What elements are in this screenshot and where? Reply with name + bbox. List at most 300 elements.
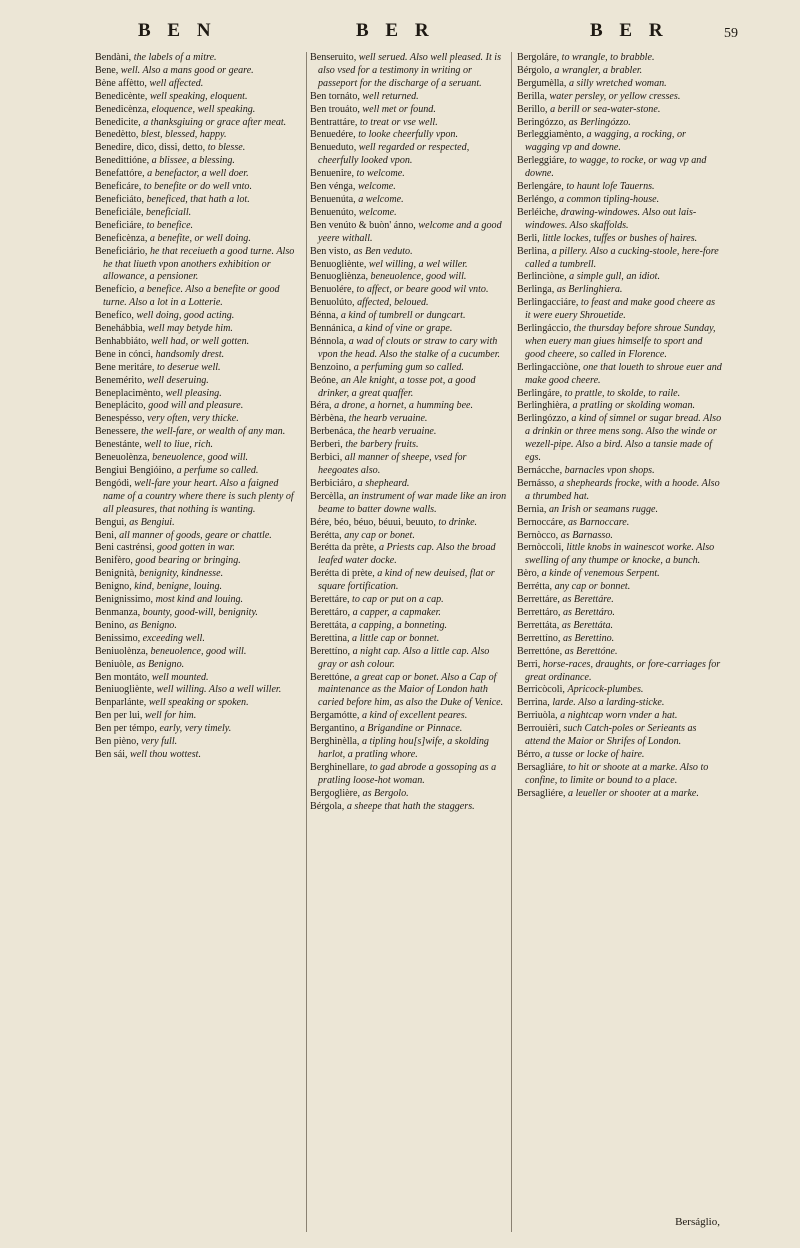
dictionary-entry: [517, 284, 723, 297]
column-right: [517, 52, 723, 1232]
entry-definition: a kind of excellent peares.: [361, 710, 468, 722]
dictionary-entry: [517, 788, 723, 801]
entry-headword: Berli,: [517, 232, 543, 244]
entry-definition: to treat or vse well.: [359, 116, 438, 128]
entry-definition: early, very timely.: [159, 723, 232, 735]
dictionary-entry: [517, 246, 723, 272]
entry-headword: Beneplacimènto,: [95, 387, 166, 399]
entry-definition: a simple gull, an idiot.: [569, 271, 660, 283]
dictionary-entry: [517, 207, 723, 233]
entry-definition: as Berettino.: [562, 632, 615, 644]
dictionary-entry: [517, 465, 723, 478]
entry-headword: Beneficènza,: [95, 232, 150, 244]
entry-definition: a shepheards frocke, with a hoode. Also a thrumbed hat.: [525, 477, 720, 502]
entry-definition: the thursday before shroue Sunday, when euery man giues himselfe to sport and good cheere, so called in Florence.: [525, 323, 716, 360]
dictionary-entry: [95, 52, 301, 65]
entry-headword: Bengui,: [95, 516, 130, 528]
entry-headword: Berghinellare,: [310, 761, 370, 773]
dictionary-entry: [517, 104, 723, 117]
entry-definition: to drinke.: [438, 516, 478, 528]
dictionary-entry: [517, 749, 723, 762]
dictionary-entry: [310, 207, 508, 220]
entry-headword: Benedicènza,: [95, 103, 152, 115]
entry-headword: Benuedére,: [310, 129, 359, 141]
entry-headword: Béra,: [310, 400, 335, 412]
dictionary-entry: [95, 91, 301, 104]
entry-headword: Berlingacciòne,: [517, 361, 584, 373]
entry-headword: Beóne,: [310, 374, 341, 386]
entry-headword: Ben per témpo,: [95, 723, 160, 735]
entry-definition: to hit or shoote at a marke. Also to confine, to limite or bound to a place.: [525, 761, 709, 786]
entry-definition: as Berlinghiera.: [556, 284, 623, 296]
entry-headword: Berléngo,: [517, 193, 560, 205]
entry-definition: as Benigno.: [136, 658, 185, 670]
entry-definition: to prattle, to skolde, to raile.: [564, 387, 681, 399]
dictionary-entry: [310, 91, 508, 104]
entry-headword: Berettáro,: [310, 606, 353, 618]
entry-headword: Ben per lui,: [95, 710, 145, 722]
entry-headword: Benestánte,: [95, 439, 145, 451]
dictionary-entry: [95, 181, 301, 194]
entry-headword: Berrettíno,: [517, 632, 563, 644]
dictionary-entry: [310, 52, 508, 91]
dictionary-entry: [517, 129, 723, 155]
dictionary-entry: [95, 684, 301, 697]
header-center: B E R: [356, 20, 435, 41]
entry-definition: Apricock-plumbes.: [567, 684, 644, 696]
dictionary-entry: [310, 117, 508, 130]
entry-definition: a tipling hou[s]wife, a skolding harlot, a pratling whore.: [318, 736, 489, 760]
dictionary-entry: [95, 65, 301, 78]
entry-headword: Berettina,: [310, 632, 353, 644]
entry-headword: Berillo,: [517, 103, 551, 115]
entry-headword: Bernoccáre,: [517, 516, 568, 528]
entry-headword: Berléiche,: [517, 206, 561, 218]
dictionary-entry: [310, 246, 508, 259]
entry-headword: Berriuòla,: [517, 710, 561, 722]
entry-headword: Beneuolènza,: [95, 452, 153, 464]
entry-headword: Berlina,: [517, 245, 552, 257]
dictionary-entry: [95, 555, 301, 568]
entry-headword: Bennánica,: [310, 323, 358, 335]
entry-headword: Berétta,: [310, 529, 345, 541]
entry-definition: a perfuming gum so called.: [353, 361, 464, 373]
entry-definition: little knobs in wainescot worke. Also swelling of any thumpe or knocke, a bunch.: [525, 542, 715, 567]
entry-headword: Berilla,: [517, 90, 550, 102]
dictionary-entry: [95, 749, 301, 762]
entry-headword: Beniuòle,: [95, 658, 137, 670]
entry-headword: Beniuogliènte,: [95, 684, 157, 696]
entry-definition: as Bergolo.: [362, 787, 409, 799]
entry-headword: Berbici,: [310, 452, 345, 464]
entry-headword: Bene meritáre,: [95, 361, 157, 373]
entry-headword: Berlingózzo,: [517, 413, 572, 425]
dictionary-entry: [310, 517, 508, 530]
entry-definition: a capping, a bonneting.: [351, 619, 448, 631]
entry-definition: a silly wretched woman.: [568, 77, 667, 89]
dictionary-entry: [310, 168, 508, 181]
dictionary-entry: [310, 181, 508, 194]
entry-headword: Benuogliènza,: [310, 271, 371, 283]
entry-headword: Bentrattáre,: [310, 116, 360, 128]
entry-headword: Beniuolènza,: [95, 645, 151, 657]
entry-headword: Bersagliáre,: [517, 761, 569, 773]
entry-headword: Bène affètto,: [95, 77, 150, 89]
dictionary-entry: [310, 620, 508, 633]
entry-definition: a kind of new deuised, flat or square fortification.: [318, 568, 495, 593]
dictionary-entry: [517, 594, 723, 607]
entry-definition: as Barnasso.: [560, 529, 613, 541]
entry-definition: welcome.: [357, 181, 396, 193]
dictionary-entry: [517, 400, 723, 413]
dictionary-entry: [95, 129, 301, 142]
dictionary-entry: [517, 530, 723, 543]
entry-definition: all manner of goods, geare or chattle.: [119, 529, 272, 541]
page-number: 59: [724, 26, 738, 41]
entry-definition: to benefice.: [146, 219, 194, 231]
dictionary-entry: [310, 439, 508, 452]
entry-definition: well willing. Also a well willer.: [156, 684, 282, 696]
dictionary-entry: [95, 581, 301, 594]
entry-definition: as Ben veduto.: [353, 245, 413, 257]
dictionary-entry: [95, 620, 301, 633]
entry-headword: Ben visto,: [310, 245, 354, 257]
dictionary-entry: [310, 762, 508, 788]
dictionary-entry: [95, 284, 301, 310]
entry-headword: Bénna,: [310, 310, 341, 322]
entry-headword: Beneficiáre,: [95, 219, 147, 231]
dictionary-entry: [517, 52, 723, 65]
entry-columns: [95, 52, 723, 1232]
entry-headword: Bernásso,: [517, 477, 560, 489]
entry-headword: Benignità,: [95, 568, 140, 580]
entry-headword: Berlinga,: [517, 284, 557, 296]
dictionary-entry: [95, 323, 301, 336]
dictionary-entry: [517, 65, 723, 78]
entry-definition: as Bengiui.: [129, 516, 175, 528]
entry-definition: a wrangler, a brabler.: [554, 64, 643, 76]
dictionary-entry: [310, 633, 508, 646]
dictionary-entry: [310, 736, 508, 762]
dictionary-entry: [95, 117, 301, 130]
dictionary-entry: [310, 568, 508, 594]
entry-headword: Berrina,: [517, 697, 553, 709]
entry-headword: Berétta di prète,: [310, 568, 378, 580]
entry-headword: Benhabbiáto,: [95, 335, 152, 347]
dictionary-entry: [95, 607, 301, 620]
entry-definition: a tusse or locke of haire.: [545, 748, 645, 760]
entry-headword: Beneficáre,: [95, 181, 144, 193]
entry-definition: one that loueth to shroue euer and make good cheere.: [525, 361, 722, 386]
entry-definition: to gad abrode a gossoping as a pratling loose-hot woman.: [318, 761, 497, 786]
entry-headword: Benuogliènte,: [310, 258, 369, 270]
entry-definition: wel willing, a wel willer.: [368, 258, 468, 270]
entry-headword: Bèro,: [517, 568, 542, 580]
entry-definition: to looke cheerfully vpon.: [358, 129, 458, 141]
entry-definition: he that receiueth a good turne. Also he that liueth vpon anothers exhibition or allowance, a pensioner.: [103, 245, 295, 283]
entry-headword: Bérro,: [517, 748, 546, 760]
entry-headword: Berbiciáro,: [310, 477, 358, 489]
entry-headword: Ben pièno,: [95, 736, 142, 748]
entry-headword: Benuenúto,: [310, 206, 359, 218]
dictionary-entry: [517, 542, 723, 568]
entry-headword: Benzoino,: [310, 361, 354, 373]
entry-headword: Berétta da prète,: [310, 542, 379, 554]
entry-headword: Bére, béo, béuo, béuui, beuuto,: [310, 516, 439, 528]
entry-definition: a great cap or bonet. Also a Cap of maintenance as the Maior of London hath caried before him, as also the Duke of Venice.: [318, 671, 504, 709]
dictionary-entry: [517, 762, 723, 788]
entry-headword: Benedètto,: [95, 129, 141, 141]
header-left: B E N: [138, 20, 217, 41]
dictionary-entry: [517, 659, 723, 685]
entry-definition: bounty, good-will, benignity.: [142, 606, 258, 618]
entry-headword: Berlingáccio,: [517, 323, 574, 335]
dictionary-entry: [95, 426, 301, 439]
entry-definition: very full.: [141, 736, 178, 748]
entry-definition: well to liue, rich.: [144, 439, 214, 451]
dictionary-entry: [310, 710, 508, 723]
entry-headword: Ben montáto,: [95, 671, 152, 683]
dictionary-entry: [517, 697, 723, 710]
entry-definition: a Brigandine or Pinnace.: [359, 723, 463, 735]
entry-headword: Berrettáta,: [517, 619, 562, 631]
entry-headword: Bénnola,: [310, 335, 349, 347]
dictionary-entry: [95, 633, 301, 646]
entry-headword: Benefattóre,: [95, 168, 148, 180]
entry-headword: Bérgolo,: [517, 64, 555, 76]
entry-definition: as Berettáre.: [562, 594, 614, 606]
entry-headword: Benehábbia,: [95, 323, 148, 335]
dictionary-entry: [517, 723, 723, 749]
entry-headword: Berettóne,: [310, 671, 355, 683]
entry-headword: Benedire, dico, dissi, detto,: [95, 142, 208, 154]
dictionary-entry: [95, 142, 301, 155]
dictionary-entry: [310, 672, 508, 711]
entry-definition: well deseruing.: [147, 374, 209, 386]
entry-headword: Berrettáre,: [517, 594, 563, 606]
entry-headword: Berrouièri,: [517, 723, 564, 735]
dictionary-entry: [95, 542, 301, 555]
entry-headword: Benueduto,: [310, 142, 359, 154]
entry-definition: a perfume so called.: [176, 465, 259, 476]
entry-headword: Ben sái,: [95, 748, 131, 760]
dictionary-entry: [517, 78, 723, 91]
entry-definition: a wagging, a rocking, or wagging vp and downe.: [525, 129, 686, 154]
entry-headword: Benuolére,: [310, 284, 357, 296]
entry-headword: Beneficiále,: [95, 206, 147, 218]
dictionary-entry: [95, 530, 301, 543]
dictionary-entry: [517, 271, 723, 284]
entry-definition: very often, very thicke.: [147, 413, 239, 425]
entry-definition: well. Also a mans good or geare.: [120, 64, 254, 76]
entry-definition: to benefite or do well vnto.: [143, 181, 252, 193]
entry-headword: Berlengáre,: [517, 181, 567, 193]
entry-definition: a sheepe that hath the staggers.: [346, 800, 475, 812]
entry-definition: water persley, or yellow cresses.: [549, 90, 681, 102]
entry-definition: to feast and make good cheere as it were euery Shrouetide.: [525, 297, 716, 322]
dictionary-entry: [517, 633, 723, 646]
entry-headword: Beneficiário,: [95, 245, 150, 257]
dictionary-entry: [517, 504, 723, 517]
dictionary-entry: [95, 233, 301, 246]
dictionary-entry: [517, 646, 723, 659]
entry-headword: Bergamótte,: [310, 710, 362, 722]
dictionary-entry: [95, 478, 301, 517]
entry-headword: Benuenire,: [310, 168, 357, 180]
entry-headword: Benparlánte,: [95, 697, 149, 709]
dictionary-entry: [95, 207, 301, 220]
dictionary-entry: [310, 194, 508, 207]
dictionary-entry: [95, 413, 301, 426]
dictionary-entry: [517, 581, 723, 594]
entry-headword: Bersagliére,: [517, 787, 569, 799]
entry-headword: Bene in cónci,: [95, 348, 156, 360]
entry-headword: Bene,: [95, 64, 121, 76]
entry-headword: Berettíno,: [310, 645, 353, 657]
entry-definition: blest, blessed, happy.: [140, 129, 227, 141]
entry-definition: a blissee, a blessing.: [151, 155, 235, 167]
dictionary-entry: [95, 646, 301, 659]
entry-definition: a shepheard.: [357, 477, 410, 489]
entry-headword: Bergumèlla,: [517, 77, 569, 89]
entry-definition: to welcome.: [356, 168, 405, 180]
entry-definition: a night cap. Also a little cap. Also gray or ash colour.: [318, 645, 490, 670]
dictionary-entry: [310, 607, 508, 620]
dictionary-entry: [95, 439, 301, 452]
entry-definition: exceeding well.: [142, 632, 205, 644]
dictionary-entry: [310, 530, 508, 543]
dictionary-entry: [517, 413, 723, 465]
entry-headword: Benedittióne,: [95, 155, 152, 167]
entry-definition: as Berettáta.: [561, 619, 614, 631]
dictionary-entry: [310, 400, 508, 413]
dictionary-entry: [95, 568, 301, 581]
entry-definition: a wad of clouts or straw to cary with vpon the head. Also the stalke of a cucumber.: [318, 335, 501, 360]
entry-definition: a benefite, or well doing.: [149, 232, 251, 244]
entry-definition: to blesse.: [207, 142, 246, 154]
entry-definition: as Berettáro.: [562, 606, 615, 618]
dictionary-entry: [95, 697, 301, 710]
entry-headword: Benifèro,: [95, 555, 136, 567]
entry-definition: most kind and louing.: [155, 594, 244, 606]
entry-headword: Berghinèlla,: [310, 736, 362, 748]
dictionary-entry: [95, 194, 301, 207]
entry-headword: Benedicite,: [95, 116, 144, 128]
entry-definition: such Catch-poles or Serieants as attend the Maior or Shrifes of London.: [525, 723, 697, 748]
entry-definition: larde. Also a larding-sticke.: [552, 697, 665, 709]
entry-definition: an Irish or seamans rugge.: [548, 503, 659, 515]
dictionary-entry: [310, 271, 508, 284]
dictionary-entry: [310, 478, 508, 491]
entry-definition: well pleasing.: [165, 387, 222, 399]
dictionary-entry: [95, 375, 301, 388]
entry-definition: beneuolence, good will.: [150, 645, 247, 657]
dictionary-entry: [95, 349, 301, 362]
entry-definition: the labels of a mitre.: [133, 52, 217, 63]
entry-definition: good will and pleasure.: [148, 400, 244, 412]
entry-definition: to wagge, to rocke, or wag vp and downe.: [525, 155, 707, 180]
entry-definition: an instrument of war made like an iron beame to batter downe walls.: [318, 490, 507, 515]
entry-definition: a common tipling-house.: [559, 193, 660, 205]
dictionary-entry: [517, 91, 723, 104]
entry-headword: Benino,: [95, 619, 130, 631]
entry-definition: well regarded or respected, cheerfully looked vpon.: [318, 142, 470, 167]
dictionary-entry: [95, 246, 301, 285]
entry-definition: a pratling or skolding woman.: [572, 400, 696, 412]
entry-definition: well doing, good acting.: [136, 310, 235, 322]
entry-definition: well may betyde him.: [147, 323, 233, 335]
dictionary-entry: [310, 788, 508, 801]
entry-headword: Berri,: [517, 658, 543, 670]
entry-definition: an Ale knight, a tosse pot, a good drinker, a great quaffer.: [318, 374, 476, 399]
entry-headword: Benuenúta,: [310, 193, 359, 205]
entry-definition: all manner of sheepe, vsed for heegoates also.: [318, 452, 467, 476]
entry-headword: Bèrbèna,: [310, 413, 349, 425]
entry-headword: Benemérito,: [95, 374, 148, 386]
entry-definition: well thou wottest.: [130, 748, 201, 760]
entry-headword: Bergoglière,: [310, 787, 363, 799]
entry-headword: Bengiui Bengióino,: [95, 465, 177, 476]
entry-definition: well affected.: [149, 77, 204, 89]
entry-definition: a benefactor, a well doer.: [147, 168, 249, 180]
entry-definition: to cap or put on a cap.: [352, 594, 444, 606]
entry-definition: a thanksgiuing or grace after meat.: [143, 116, 287, 128]
entry-definition: a little cap or bonnet.: [352, 632, 440, 644]
entry-headword: Benmanza,: [95, 606, 143, 618]
dictionary-entry: [310, 297, 508, 310]
entry-headword: Berettáta,: [310, 619, 352, 631]
dictionary-entry: [310, 142, 508, 168]
column-middle: [306, 52, 512, 1232]
dictionary-entry: [517, 155, 723, 181]
entry-headword: Ben tornáto,: [310, 90, 363, 102]
dictionary-entry: [95, 220, 301, 233]
entry-headword: Beneplácito,: [95, 400, 149, 412]
entry-definition: benignity, kindnesse.: [139, 568, 224, 580]
entry-definition: well-fare your heart. Also a faigned name of a country where there is such plenty of all pleasures, that nothing is wanting.: [103, 477, 294, 515]
dictionary-entry: [517, 233, 723, 246]
entry-definition: a benefice. Also a benefite or good turne. Also a lot in a Lotterie.: [103, 284, 280, 309]
entry-headword: Benuolúto,: [310, 297, 358, 309]
entry-definition: barnacles vpon shops.: [564, 465, 655, 476]
entry-headword: Bendàni,: [95, 52, 134, 63]
dictionary-entry: [310, 452, 508, 478]
dictionary-entry: [517, 117, 723, 130]
entry-definition: as Benigno.: [129, 619, 177, 631]
column-left: [95, 52, 301, 1232]
entry-definition: a drone, a hornet, a humming bee.: [334, 400, 474, 412]
dictionary-entry: [95, 168, 301, 181]
entry-definition: any cap or bonnet.: [554, 581, 631, 593]
entry-headword: Berrettóne,: [517, 645, 565, 657]
entry-headword: Berrettáro,: [517, 606, 563, 618]
entry-headword: Bergoláre,: [517, 52, 562, 63]
entry-definition: as Berlingózzo.: [568, 116, 631, 128]
entry-headword: Berlinciòne,: [517, 271, 570, 283]
entry-definition: a pillery. Also a cucking-stoole, here-fore called a tumbrell.: [525, 245, 719, 270]
entry-headword: Beneficiáto,: [95, 193, 147, 205]
entry-headword: Bengódi,: [95, 477, 135, 489]
entry-definition: well mounted.: [151, 671, 209, 683]
entry-definition: welcome and a good yeere withall.: [318, 219, 502, 244]
dictionary-entry: [517, 362, 723, 388]
entry-definition: to wrangle, to brabble.: [561, 52, 655, 63]
entry-headword: Bernácche,: [517, 465, 565, 476]
dictionary-entry: [310, 491, 508, 517]
dictionary-entry: [310, 284, 508, 297]
entry-headword: Benessere,: [95, 426, 141, 438]
entry-definition: horse-races, draughts, or fore-carriages for great ordinance.: [525, 658, 721, 683]
